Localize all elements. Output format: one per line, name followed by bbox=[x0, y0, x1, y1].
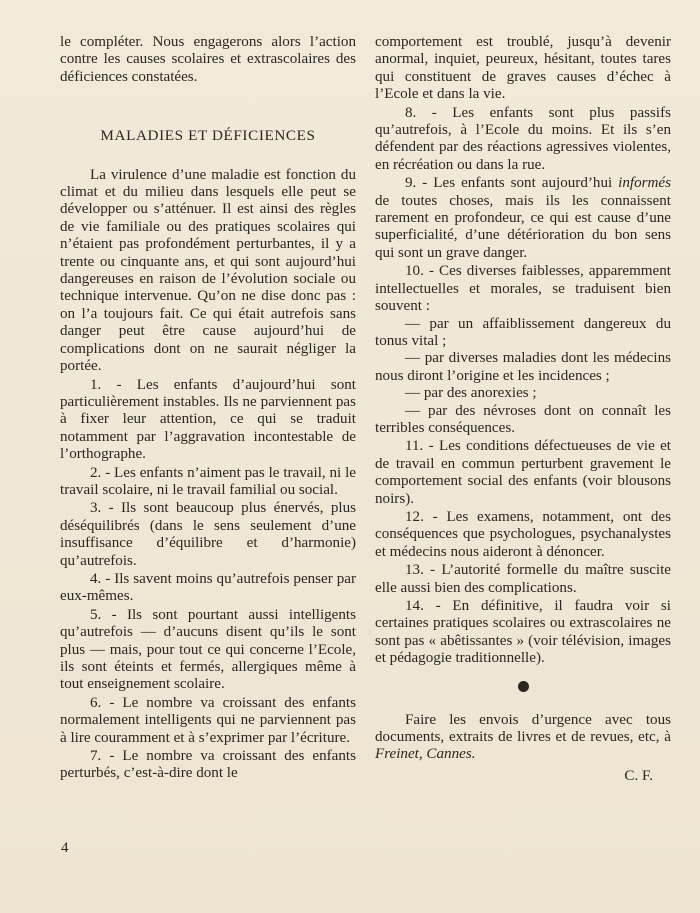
list-item-2: 2. - Les enfants n’aiment pas le travail, ni le travail scolaire, ni le travail familial ou social. bbox=[60, 464, 356, 498]
list-item-1: 1. - Les enfants d’aujourd’hui sont particulièrement instables. Ils ne parviennent pas à fixer leur attention, ce qui se traduit notamment par l’aggravation incontestable de l’orthographe. bbox=[60, 376, 356, 463]
list-item-4: 4. - Ils savent moins qu’autrefois penser par eux-mêmes. bbox=[60, 570, 356, 605]
list-item-12: 12. - Les examens, notamment, ont des conséquences que psychologues, psychanalystes et médecins nous aideront à dénoncer. bbox=[375, 508, 671, 560]
dash-item: — par des anorexies ; bbox=[405, 385, 537, 402]
section-heading: MALADIES ET DÉFICIENCES bbox=[100, 127, 316, 145]
list-item-6: 6. - Le nombre va croissant des enfants normalement intelligents qui ne parviennent pas à lire couramment et à s’exprimer par l’écriture. bbox=[60, 694, 356, 746]
intro-paragraph: La virulence d’une maladie est fonction du climat et du milieu dans lesquels elle peut se développer ou s’atténuer. Il est ainsi des règles de vie familiale ou des pratiques scolaires qui n’étaient pas profondément perturbantes, il y a trente ou cinquante ans, et qui sont aujourd’hui dangereuses en raison de l’évolution sociale ou technique intervenue. Qu’on ne dise donc pas : on l’a toujours fait. Ce qui était autrefois sans danger peut être cause aujourd’hui de complications dont on ne saurait négliger la portée. bbox=[60, 166, 356, 375]
left-column bbox=[60, 34, 356, 783]
dash-item: — par diverses maladies dont les médecins nous diront l’origine et les incidences ; bbox=[375, 350, 671, 384]
list-item-14: 14. - En définitive, il faudra voir si certaines pratiques scolaires ou extrascolaires ne sont pas « abêtissantes » (voir télévision, images et pédagogie traditionnelle). bbox=[375, 598, 671, 667]
item9-text-start: 9. - Les enfants sont aujourd’hui bbox=[405, 175, 619, 192]
list-item-5: 5. - Ils sont pourtant aussi intelligents qu’autrefois — d’aucuns disent qu’ils le sont plus — mais, pour tout ce qui concerne l’Ecole, ils sont éteints et fermés, allergiques même à tout enseignement scolaire. bbox=[60, 606, 356, 693]
list-item-10: 10. - Ces diverses faiblesses, apparemment intellectuelles et morales, se traduisent bien souvent : bbox=[375, 263, 671, 315]
item9-emphasis: informés bbox=[618, 175, 671, 192]
list-item-11: 11. - Les conditions défectueuses de vie et de travail en commun perturbent gravement le comportement social des enfants (voir blousons noirs). bbox=[375, 438, 671, 507]
page-number: 4 bbox=[61, 840, 69, 856]
separator-bullet-icon bbox=[518, 681, 529, 692]
list-item-8: 8. - Les enfants sont plus passifs qu’autrefois, à l’Ecole du moins. Et ils s’en défendent par des réactions agressives violentes, en récréation ou dans la rue. bbox=[375, 104, 671, 173]
notice-address: Freinet, Cannes. bbox=[375, 746, 476, 763]
list-item-13: 13. - L’autorité formelle du maître suscite elle aussi bien des complications. bbox=[375, 562, 671, 596]
list-item-7: 7. - Le nombre va croissant des enfants perturbés, c’est-à-dire dont le bbox=[60, 748, 356, 782]
dash-item: — par des névroses dont on connaît les terribles conséquences. bbox=[375, 402, 671, 436]
continuation-paragraph: comportement est troublé, jusqu’à devenir anormal, inquiet, peureux, hésitant, toutes tares qui constituent de graves causes d’échec à l’Ecole et dans la vie. bbox=[375, 34, 671, 103]
signature: C. F. bbox=[624, 767, 653, 784]
lead-paragraph: le compléter. Nous engagerons alors l’action contre les causes scolaires et extrascolaires des déficiences constatées. bbox=[60, 34, 356, 85]
right-column bbox=[375, 34, 671, 785]
notice-text: Faire les envois d’urgence avec tous documents, extraits de livres et de revues, etc, à bbox=[375, 711, 671, 746]
list-item-9 bbox=[375, 175, 671, 262]
notice-paragraph bbox=[375, 712, 671, 764]
item9-text-end: de toutes choses, mais ils les connaissent rarement en profondeur, ce qui est cause d’une superficialité, d’une détérioration du bon sens qui sont un grave danger. bbox=[375, 192, 671, 261]
list-item-3: 3. - Ils sont beaucoup plus énervés, plus déséquilibrés (dans le sens seulement d’une insuffisance d’équilibre et d’harmonie) qu’autrefois. bbox=[60, 500, 356, 569]
dash-item: — par un affaiblissement dangereux du tonus vital ; bbox=[375, 315, 671, 349]
